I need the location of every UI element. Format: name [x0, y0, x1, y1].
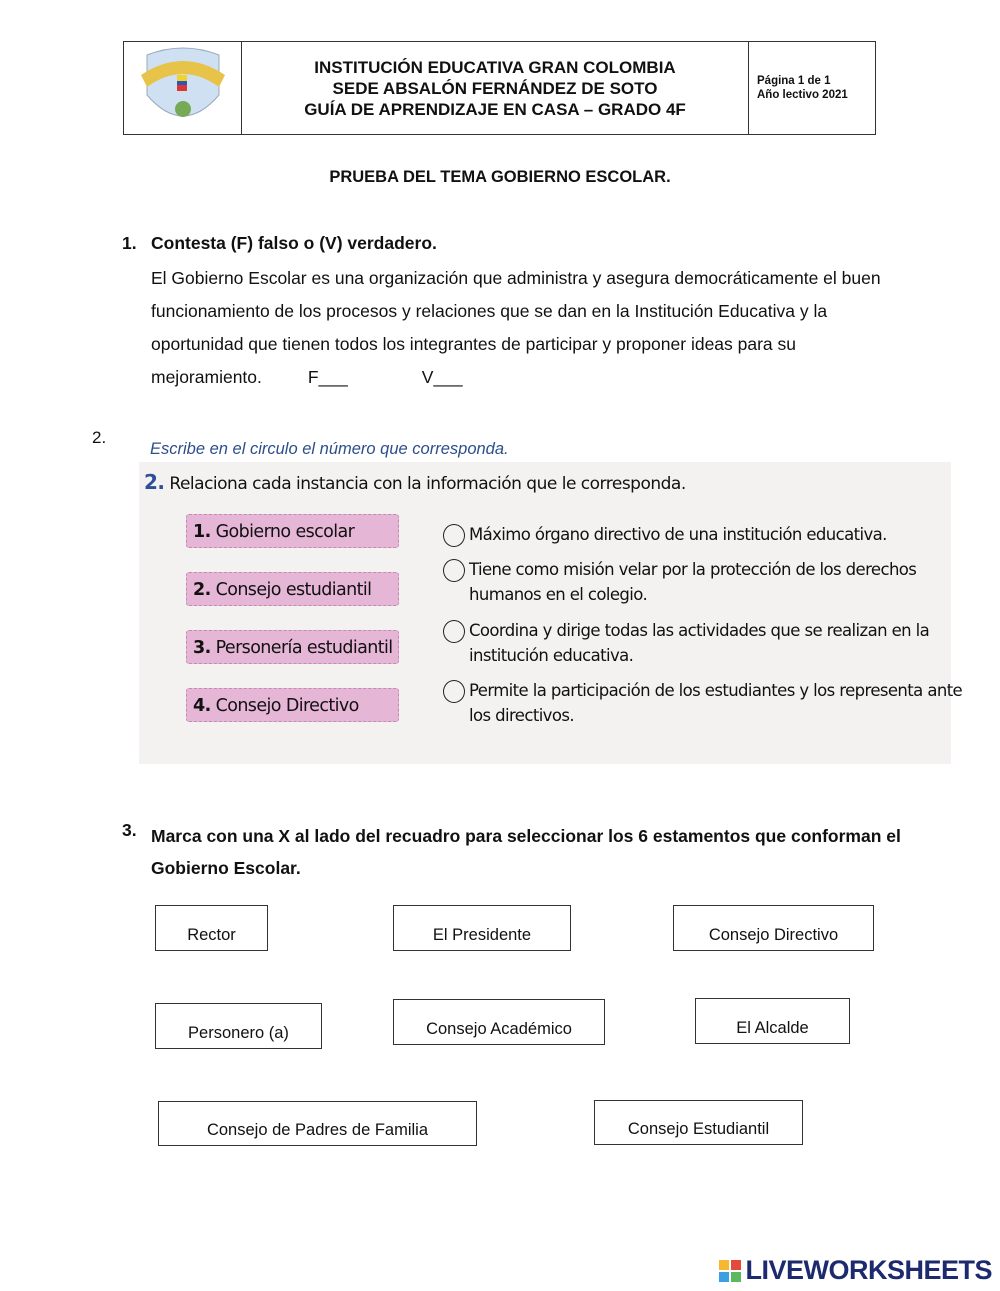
- answer-circle[interactable]: [443, 620, 465, 643]
- q1-number: 1.: [122, 233, 137, 253]
- school-year: Año lectivo 2021: [757, 89, 848, 101]
- option-3: Coordina y dirige todas las actividades que se realizan en la institución educativa.: [441, 618, 979, 668]
- answer-circle[interactable]: [443, 680, 465, 703]
- option-box[interactable]: Consejo de Padres de Familia: [158, 1101, 477, 1146]
- answer-circle[interactable]: [443, 559, 465, 582]
- item-1: 1. Gobierno escolar: [186, 514, 399, 548]
- true-blank[interactable]: V___: [421, 367, 463, 387]
- q1-prompt: Contesta (F) falso o (V) verdadero.: [151, 233, 437, 253]
- q1-statement: El Gobierno Escolar es una organización que administra y asegura democráticamente el buen funcionamiento de los procesos y relaciones que se dan en la Institución Educativa y la oportunidad que tienen todos los integrantes de participar y proponer ideas para su mejoramiento. F___ V___: [151, 268, 881, 387]
- q3-prompt: Marca con una X al lado del recuadro para seleccionar los 6 estamentos que conforman el Gobierno Escolar.: [151, 826, 901, 878]
- item-4: 4. Consejo Directivo: [186, 688, 399, 722]
- option-box[interactable]: El Presidente: [393, 905, 571, 951]
- q2-number: 2.: [92, 428, 107, 447]
- item-2: 2. Consejo estudiantil: [186, 572, 399, 606]
- brand-icon: [719, 1260, 741, 1282]
- matching-exercise: [139, 462, 963, 764]
- page-title: PRUEBA DEL TEMA GOBIERNO ESCOLAR.: [329, 168, 671, 186]
- false-blank[interactable]: F___: [307, 367, 348, 387]
- option-1: Máximo órgano directivo de una institución educativa.: [441, 522, 979, 547]
- option-box[interactable]: Consejo Académico: [393, 999, 605, 1045]
- header-table: [123, 41, 876, 135]
- q3-number: 3.: [122, 820, 137, 840]
- option-4: Permite la participación de los estudiantes y los representa ante los directivos.: [441, 678, 979, 728]
- item-3: 3. Personería estudiantil: [186, 630, 399, 664]
- header-line-2: SEDE ABSALÓN FERNÁNDEZ DE SOTO: [332, 78, 658, 98]
- liveworksheets-logo: LIVEWORKSHEETS: [719, 1255, 992, 1286]
- option-box[interactable]: Personero (a): [155, 1003, 322, 1049]
- option-box[interactable]: Consejo Estudiantil: [594, 1100, 803, 1145]
- header-line-1: INSTITUCIÓN EDUCATIVA GRAN COLOMBIA: [314, 57, 676, 77]
- option-box[interactable]: Rector: [155, 905, 268, 951]
- option-box[interactable]: Consejo Directivo: [673, 905, 874, 951]
- answer-circle[interactable]: [443, 524, 465, 547]
- exercise-title: 2. Relaciona cada instancia con la información que le corresponda.: [144, 470, 686, 494]
- option-box[interactable]: El Alcalde: [695, 998, 850, 1044]
- header-line-3: GUÍA DE APRENDIZAJE EN CASA – GRADO 4F: [304, 99, 686, 119]
- school-logo: [124, 42, 242, 134]
- page-number: Página 1 de 1: [757, 75, 831, 87]
- q2-instruction: Escribe en el circulo el número que corresponda.: [150, 440, 509, 458]
- option-2: Tiene como misión velar por la protección de los derechos humanos en el colegio.: [441, 557, 979, 607]
